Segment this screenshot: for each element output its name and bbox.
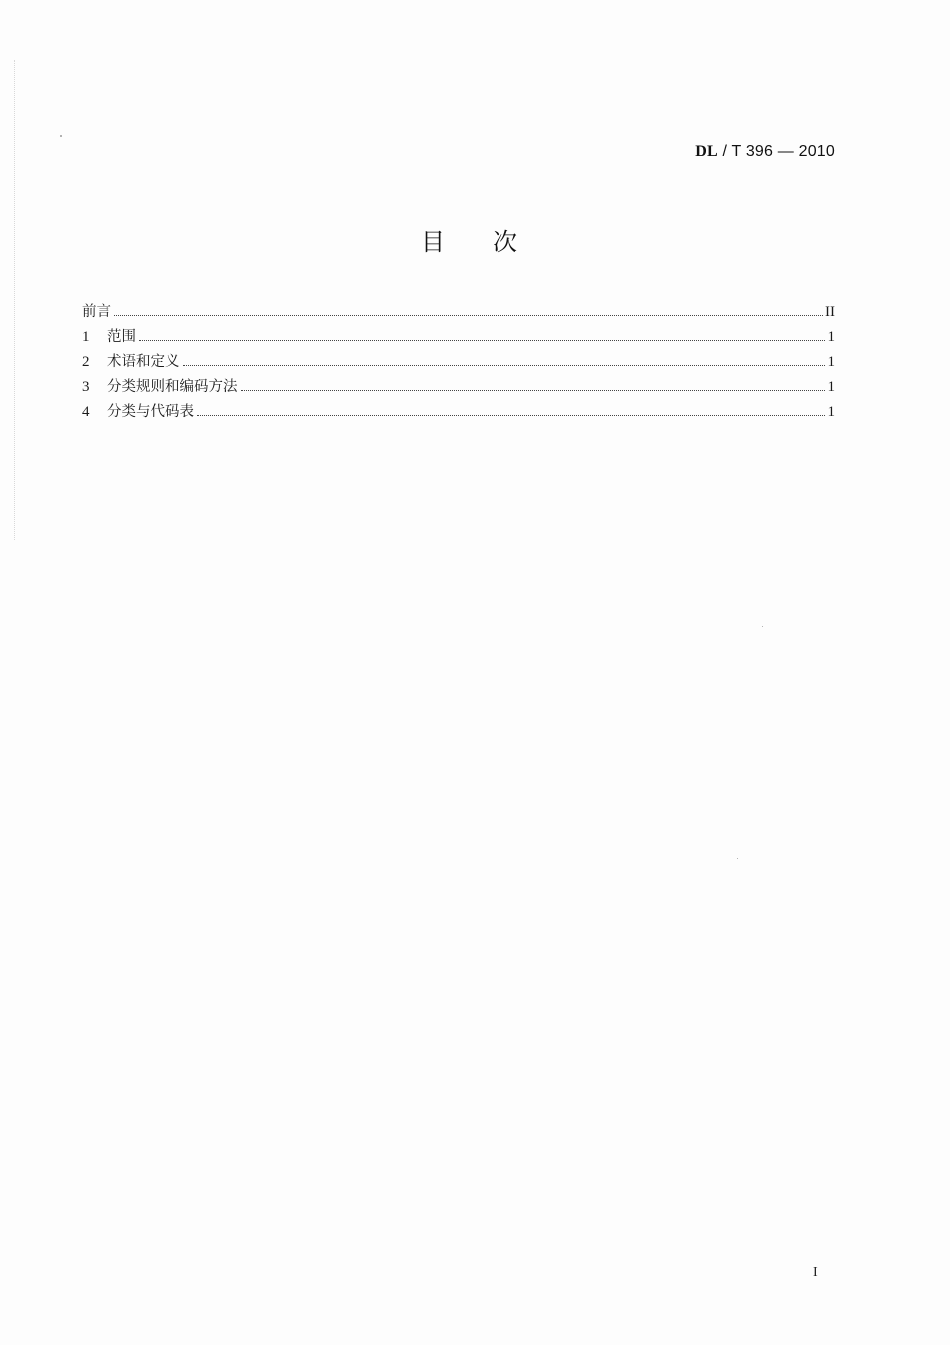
scan-edge-artifact: [14, 60, 16, 540]
standard-code-prefix: DL: [695, 143, 718, 160]
toc-leader-dots: [139, 339, 825, 341]
toc-entry-page: 1: [827, 354, 835, 370]
table-of-contents: [82, 300, 835, 425]
toc-entry-foreword[interactable]: [82, 300, 835, 325]
toc-leader-dots: [114, 314, 823, 316]
toc-leader-dots: [241, 389, 826, 391]
toc-entry-scope[interactable]: [82, 325, 835, 350]
toc-leader-dots: [197, 414, 825, 416]
toc-entry-code-tables[interactable]: [82, 400, 835, 425]
toc-entry-number: 1: [82, 329, 90, 345]
standard-code-number: / T 396 — 2010: [717, 143, 835, 160]
standard-code: [695, 143, 835, 161]
toc-entry-number: 3: [82, 379, 90, 395]
scan-speck: [762, 626, 763, 627]
toc-entry-page: 1: [827, 379, 835, 395]
toc-entry-label: 范围: [107, 329, 136, 345]
toc-entry-number: 4: [82, 404, 90, 420]
toc-entry-classification-rules[interactable]: [82, 375, 835, 400]
toc-entry-number: 2: [82, 354, 90, 370]
toc-entry-label: 术语和定义: [107, 354, 180, 370]
toc-entry-terms[interactable]: [82, 350, 835, 375]
toc-entry-label: 分类与代码表: [107, 404, 194, 420]
toc-entry-page: 1: [827, 329, 835, 345]
scan-speck: [737, 858, 738, 859]
page-number: I: [813, 1265, 818, 1280]
scan-speck: [60, 135, 62, 137]
toc-entry-label: 分类规则和编码方法: [107, 379, 238, 395]
toc-entry-page: 1: [827, 404, 835, 420]
toc-title: 目次: [421, 228, 565, 256]
toc-entry-label: 前言: [82, 304, 111, 320]
toc-entry-page: II: [825, 304, 835, 320]
toc-leader-dots: [183, 364, 826, 366]
